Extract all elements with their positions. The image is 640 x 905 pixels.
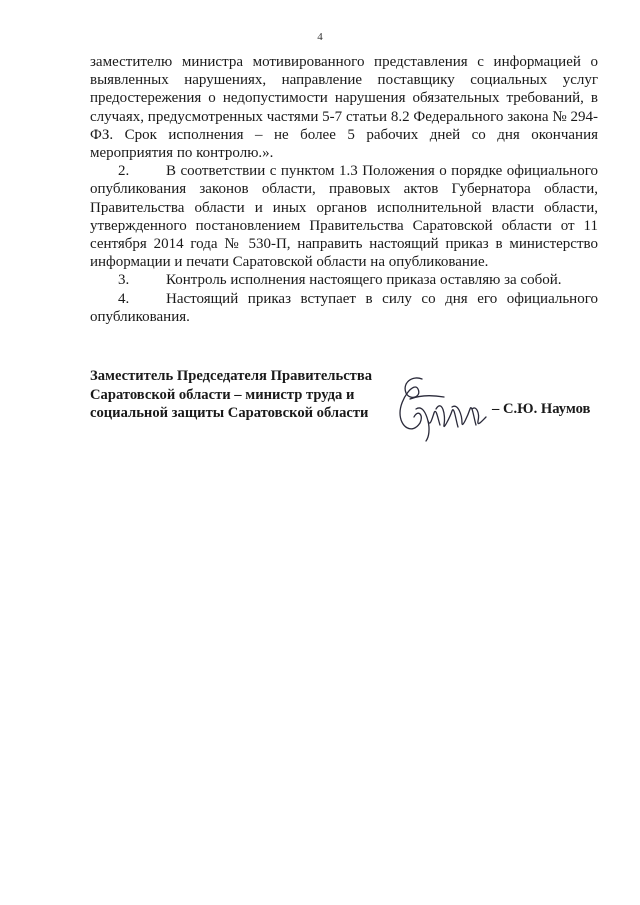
signature-block <box>90 367 598 447</box>
signatory-title-line-2: Саратовской области – министр труда и <box>90 386 355 403</box>
signatory-name: – С.Ю. Наумов <box>492 401 591 417</box>
signatory-title-line-1: Заместитель Председателя Правительства <box>90 368 373 384</box>
paragraph-4 <box>90 290 598 326</box>
signatory-title-line-3: социальной защиты Саратовской области <box>90 405 369 421</box>
paragraph-4-number: 4. <box>118 290 130 307</box>
handwritten-signature <box>392 369 502 443</box>
paragraph-3 <box>90 271 598 289</box>
paragraph-2-number: 2. <box>118 163 130 180</box>
paragraph-continuation: заместителю министра мотивированного представления с информацией о выявленных нарушениях, направление поставщику социальных услуг предостережения о недопустимости нарушения обязательных требований, в случаях, предусмотренных частями 5-7 статьи 8.2 Федерального закона № 294-ФЗ. Срок исполнения – не более 5 рабочих дней со дня окончания мероприятия по контролю.». <box>90 54 598 162</box>
document-body <box>90 53 598 326</box>
paragraph-3-text: Контроль исполнения настоящего приказа оставляю за собой. <box>166 272 562 289</box>
paragraph-2-text: В соответствии с пунктом 1.3 Положения о порядке официального опубликования законов области, правовых актов Губернатора области, Правительства области и иных органов исполнительной власти области, утвержденного постановлением Правительства Саратовской области от 11 сентября 2014 года № 530-П, направить настоящий приказ в министерство информации и печати Саратовской области на опубликование. <box>90 163 598 271</box>
page-number: 4 <box>317 31 323 43</box>
paragraph-4-text: Настоящий приказ вступает в силу со дня его официального опубликования. <box>90 290 598 325</box>
paragraph-3-number: 3. <box>118 272 130 289</box>
signatory-title <box>90 367 400 423</box>
paragraph-2 <box>90 162 598 271</box>
